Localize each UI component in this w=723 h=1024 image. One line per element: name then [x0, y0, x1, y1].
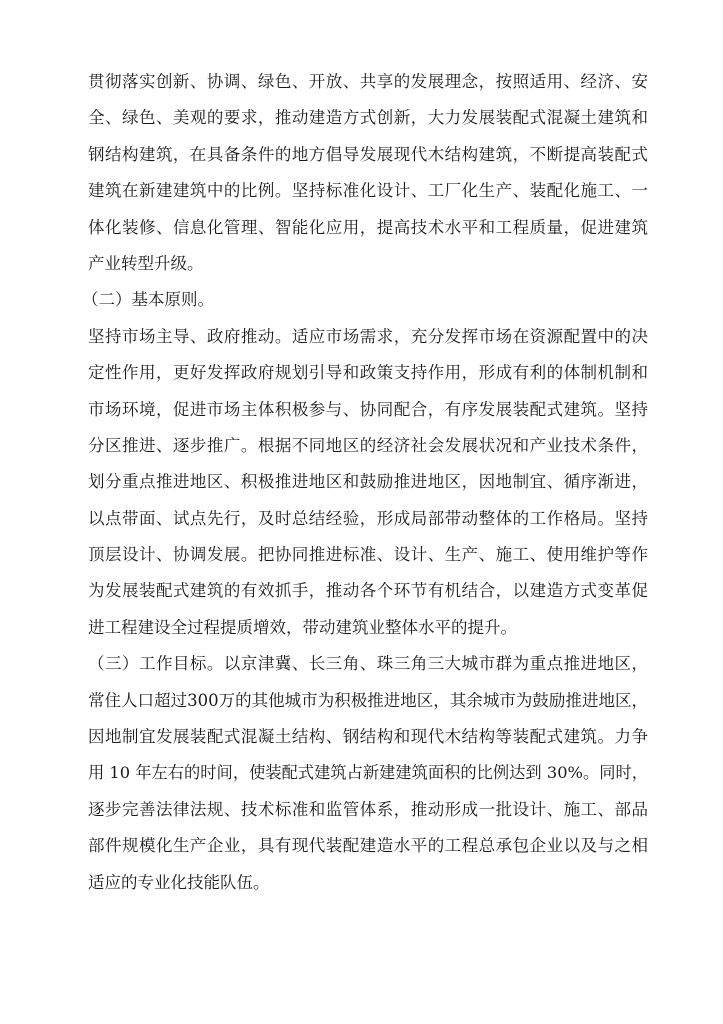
section-heading: （二）基本原则。	[82, 290, 214, 310]
text-line: 市场环境，促进市场主体积极参与、协同配合，有序发展装配式建筑。坚持	[88, 399, 648, 419]
text-line: 坚持市场主导、政府推动。适应市场需求，充分发挥市场在资源配置中的决	[88, 326, 648, 346]
text-line: 全、绿色、美观的要求，推动建造方式创新，大力发展装配式混凝土建筑和	[88, 108, 648, 128]
text-line: 常住人口超过300万的其他城市为积极推进地区，其余城市为鼓励推进地区，	[88, 690, 648, 710]
text-line: 钢结构建筑，在具备条件的地方倡导发展现代木结构建筑，不断提高装配式	[88, 144, 648, 164]
text-line: 因地制宜发展装配式混凝土结构、钢结构和现代木结构等装配式建筑。力争	[88, 727, 648, 747]
text-line: 定性作用，更好发挥政府规划引导和政策支持作用，形成有利的体制机制和	[88, 363, 648, 383]
text-line: 逐步完善法律法规、技术标准和监管体系，推动形成一批设计、施工、部品	[88, 799, 648, 819]
text-line: 分区推进、逐步推广。根据不同地区的经济社会发展状况和产业技术条件，	[88, 435, 648, 455]
text-line: 贯彻落实创新、协调、绿色、开放、共享的发展理念，按照适用、经济、安	[88, 72, 648, 91]
text-line: 以点带面、试点先行，及时总结经验，形成局部带动整体的工作格局。坚持	[88, 508, 648, 528]
text-line: 建筑在新建建筑中的比例。坚持标准化设计、工厂化生产、装配化施工、一	[88, 181, 648, 201]
text-line: 用 10 年左右的时间，使装配式建筑占新建建筑面积的比例达到 30%。同时，	[88, 763, 648, 783]
text-line: 产业转型升级。	[88, 253, 204, 273]
document-body	[82, 64, 648, 901]
text-line: （三）工作目标。以京津冀、长三角、珠三角三大城市群为重点推进地区，	[88, 654, 648, 674]
text-line: 部件规模化生产企业，具有现代装配建造水平的工程总承包企业以及与之相	[88, 836, 648, 856]
text-line: 体化装修、信息化管理、智能化应用，提高技术水平和工程质量，促进建筑	[88, 217, 648, 237]
text-line: 适应的专业化技能队伍。	[88, 872, 270, 892]
text-line: 划分重点推进地区、积极推进地区和鼓励推进地区，因地制宜、循序渐进，	[88, 472, 648, 492]
text-line: 进工程建设全过程提质增效，带动建筑业整体水平的提升。	[88, 617, 517, 637]
text-line: 顶层设计、协调发展。把协同推进标准、设计、生产、施工、使用维护等作	[88, 545, 648, 565]
text-line: 为发展装配式建筑的有效抓手，推动各个环节有机结合，以建造方式变革促	[88, 581, 648, 601]
